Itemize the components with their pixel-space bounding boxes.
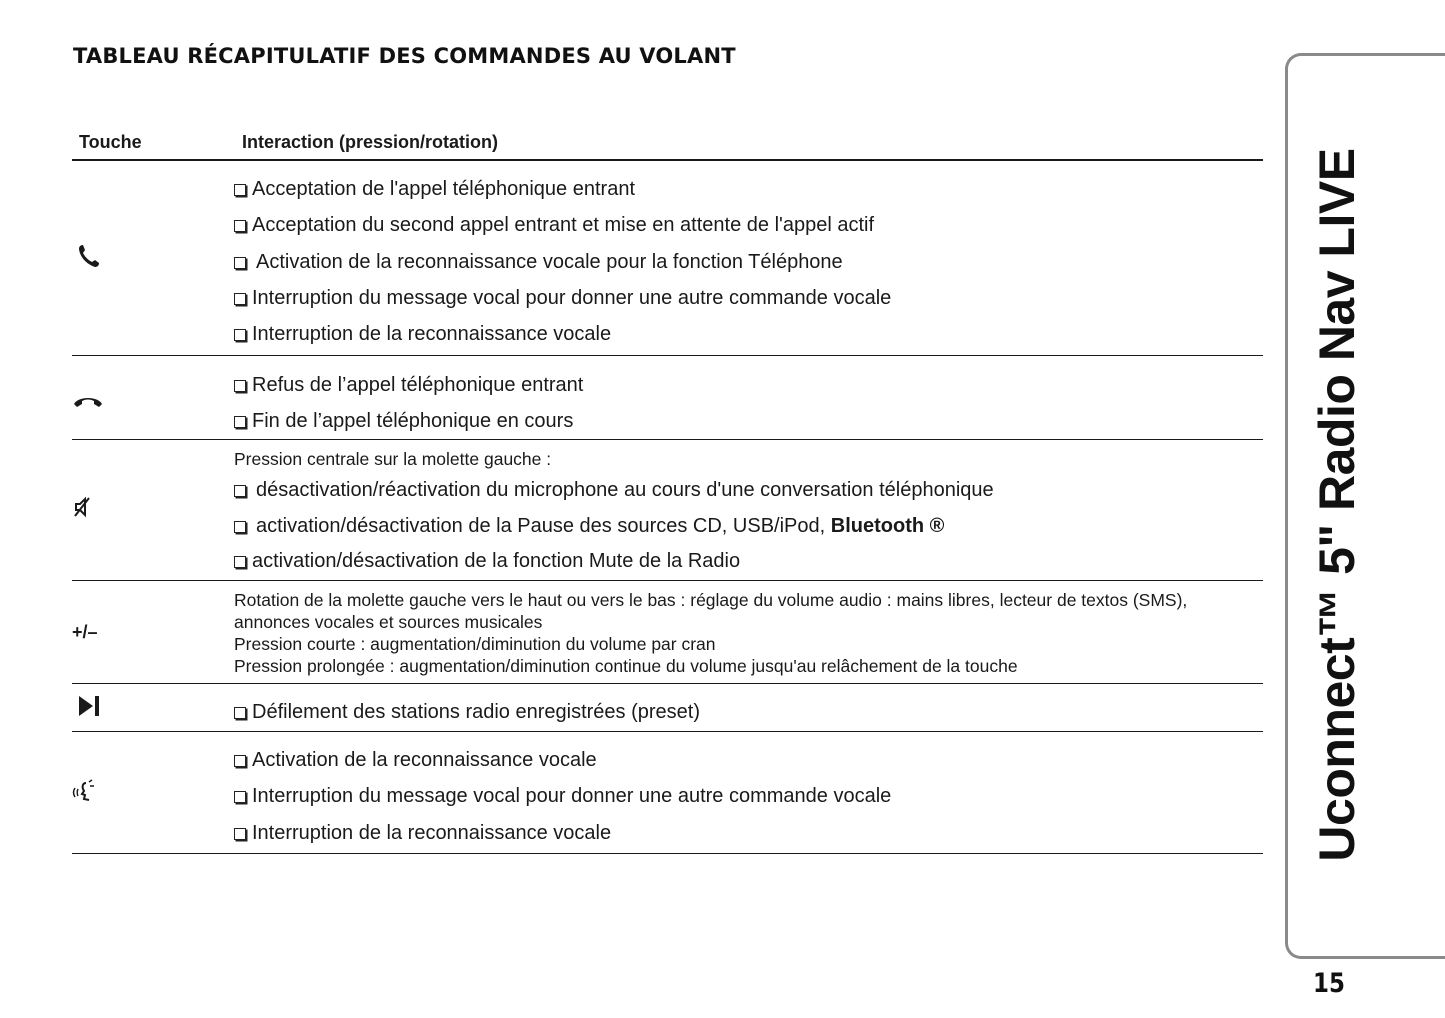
voice-recognition-icon (72, 777, 98, 805)
chapter-title: Uconnect™ 5" Radio Nav LIVE (1309, 148, 1365, 862)
table-row (72, 161, 1263, 356)
checkbox-bullet (234, 184, 246, 196)
steering-controls-table (72, 124, 1263, 854)
table-row (72, 684, 1263, 732)
list-item: Acceptation du second appel entrant et mise en attente de l'appel actif (234, 207, 1263, 243)
checkbox-bullet (234, 329, 246, 341)
list-item: Refus de l’appel téléphonique entrant (234, 367, 1263, 403)
list-item: Interruption du message vocal pour donner une autre commande vocale (234, 280, 1263, 316)
list-item: Activation de la reconnaissance vocale (234, 742, 1263, 778)
page-title: TABLEAU RÉCAPITULATIF DES COMMANDES AU VOLANT (73, 44, 736, 68)
bluetooth-label: Bluetooth ® (830, 515, 945, 538)
row-text: Pression prolongée : augmentation/diminution continue du volume jusqu'au relâchement de la touche (234, 656, 1018, 676)
table-row (72, 356, 1263, 440)
table-row (72, 581, 1263, 684)
list-item: Interruption de la reconnaissance vocale (234, 316, 1263, 352)
checkbox-bullet (234, 293, 246, 305)
table-row (72, 440, 1263, 581)
table-row (72, 732, 1263, 854)
phone-hangup-icon (72, 393, 104, 409)
list-item: activation/désactivation de la Pause des sources CD, USB/iPod, Bluetooth ® (234, 508, 1263, 544)
list-item: Interruption de la reconnaissance vocale (234, 815, 1263, 851)
page-number: 15 (1313, 968, 1345, 999)
list-item: désactivation/réactivation du microphone au cours d'une conversation téléphonique (234, 472, 1263, 508)
checkbox-bullet (234, 521, 246, 533)
row-intro: Pression centrale sur la molette gauche : (234, 449, 552, 469)
phone-answer-icon (74, 241, 104, 271)
mute-icon (72, 495, 96, 519)
checkbox-bullet (234, 828, 246, 840)
checkbox-bullet (234, 791, 246, 803)
checkbox-bullet (234, 220, 246, 232)
checkbox-bullet (234, 380, 246, 392)
list-item: activation/désactivation de la fonction Mute de la Radio (234, 545, 1263, 577)
checkbox-bullet (234, 257, 246, 269)
header-interaction: Interaction (pression/rotation) (242, 132, 499, 152)
list-item: Interruption du message vocal pour donner une autre commande vocale (234, 778, 1263, 814)
list-item: Fin de l’appel téléphonique en cours (234, 403, 1263, 439)
checkbox-bullet (234, 485, 246, 497)
list-item: Acceptation de l'appel téléphonique entrant (234, 171, 1263, 207)
list-item: Activation de la reconnaissance vocale pour la fonction Téléphone (234, 244, 1263, 280)
next-track-icon (76, 694, 102, 718)
header-touche: Touche (79, 132, 142, 152)
row-text: Pression courte : augmentation/diminution du volume par cran (234, 634, 716, 654)
list-item: Défilement des stations radio enregistrées (preset) (234, 694, 1263, 730)
volume-key-label: +/– (72, 621, 98, 642)
checkbox-bullet (234, 707, 246, 719)
row-text: Rotation de la molette gauche vers le haut ou vers le bas : réglage du volume audio : mains libres, lecteur de textos (SMS), annonces vocales et sources musicales (234, 590, 1188, 632)
checkbox-bullet (234, 556, 246, 568)
checkbox-bullet (234, 755, 246, 767)
checkbox-bullet (234, 416, 246, 428)
table-header (72, 124, 1263, 161)
